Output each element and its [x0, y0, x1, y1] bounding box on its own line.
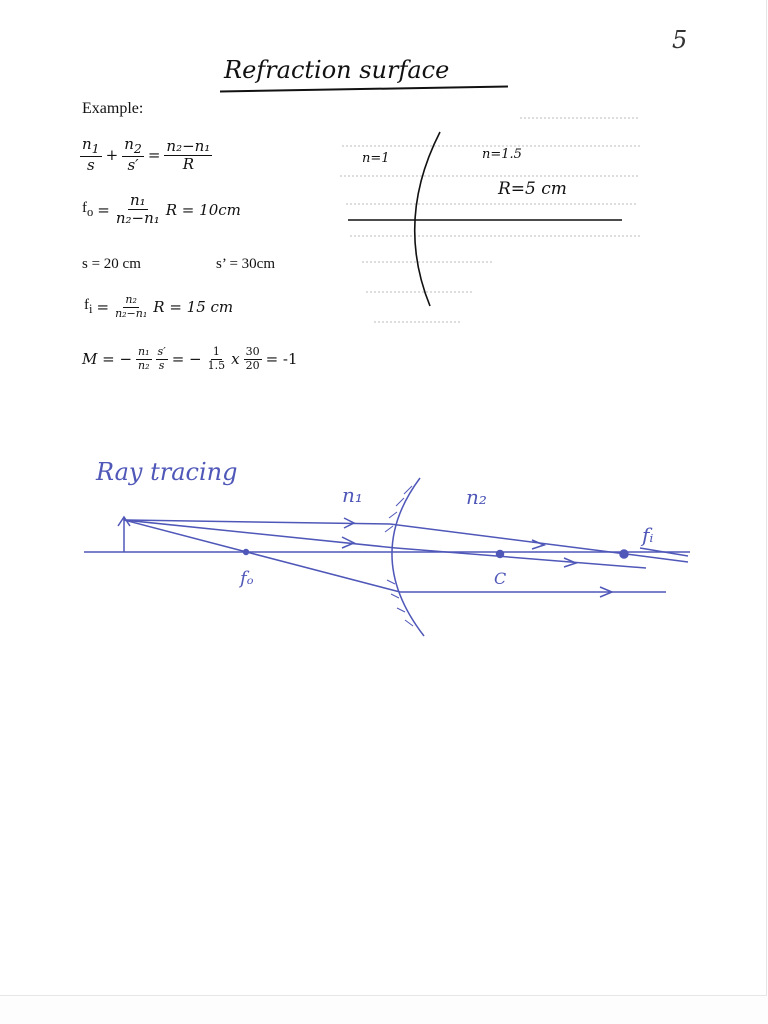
- center-curvature-dot: [497, 551, 504, 558]
- focal-point-object-dot: [244, 550, 249, 555]
- fraction-fi: $\frac{\text{n₂}}{\text{n₂−n₁}}$: [115, 293, 148, 320]
- ray-center-continued: [396, 548, 646, 568]
- fraction-n2-s-prime: $\frac{n_2}{s'}$: [124, 135, 142, 175]
- fraction-n1-s: $\frac{n_1}{s}$: [82, 135, 100, 175]
- label-n2: n₂: [466, 485, 487, 509]
- label-radius: R=5 cm: [498, 179, 567, 199]
- fraction-fo: $\frac{\text{n₁}}{\text{n₂−n₁}}$: [115, 191, 160, 228]
- equation-object-distance: s = 20 cm: [82, 256, 141, 272]
- ray-tracing-heading: Ray tracing: [96, 458, 238, 486]
- surface-sketch: [340, 118, 640, 322]
- surface-hatching: [385, 486, 413, 626]
- label-n-left: n=1: [362, 151, 390, 166]
- ray-parallel-refracted: [390, 524, 626, 554]
- label-n1: n₁: [342, 483, 363, 507]
- refracting-surface: [392, 478, 424, 636]
- label-c: C: [494, 569, 507, 588]
- label-fo: fₒ: [240, 568, 254, 589]
- equation-focal-object: $f_o$ = $\frac{\text{n₁}}{\text{n₂−n₁}}$ R = 10cm: [82, 191, 241, 228]
- example-heading: Example:: [82, 100, 144, 117]
- page-title: Refraction surface: [224, 56, 450, 84]
- equation-refraction: $\frac{n_1}{s}$ + $\frac{n_2}{s'}$ = $\frac{\text{n₂−n₁}}{R}$: [82, 135, 211, 175]
- equation-focal-image: $f_i$ = $\frac{\text{n₂}}{\text{n₂−n₁}}$ R = 15 cm: [84, 293, 234, 320]
- ray-tracing-diagram: [84, 458, 690, 636]
- equation-magnification: M = − $\frac{\text{n₁}}{\text{n₂}}$ $\frac{s'}{s}$ = − $\frac{1}{1.5}$ x $\frac{30}{20}$ = -1: [82, 345, 298, 372]
- page-number: 5: [672, 26, 688, 54]
- equation-image-distance: s’ = 30cm: [216, 256, 276, 272]
- arrowhead-2: [532, 540, 544, 549]
- label-fi: fᵢ: [642, 523, 654, 547]
- label-n-right: n=1.5: [482, 147, 522, 162]
- curved-surface-sketch: [415, 132, 440, 306]
- ray-focal-incident: [124, 520, 400, 592]
- fraction-n-diff-r: $\frac{\text{n₂−n₁}}{R}$: [166, 136, 211, 173]
- focal-point-image-dot: [620, 550, 628, 558]
